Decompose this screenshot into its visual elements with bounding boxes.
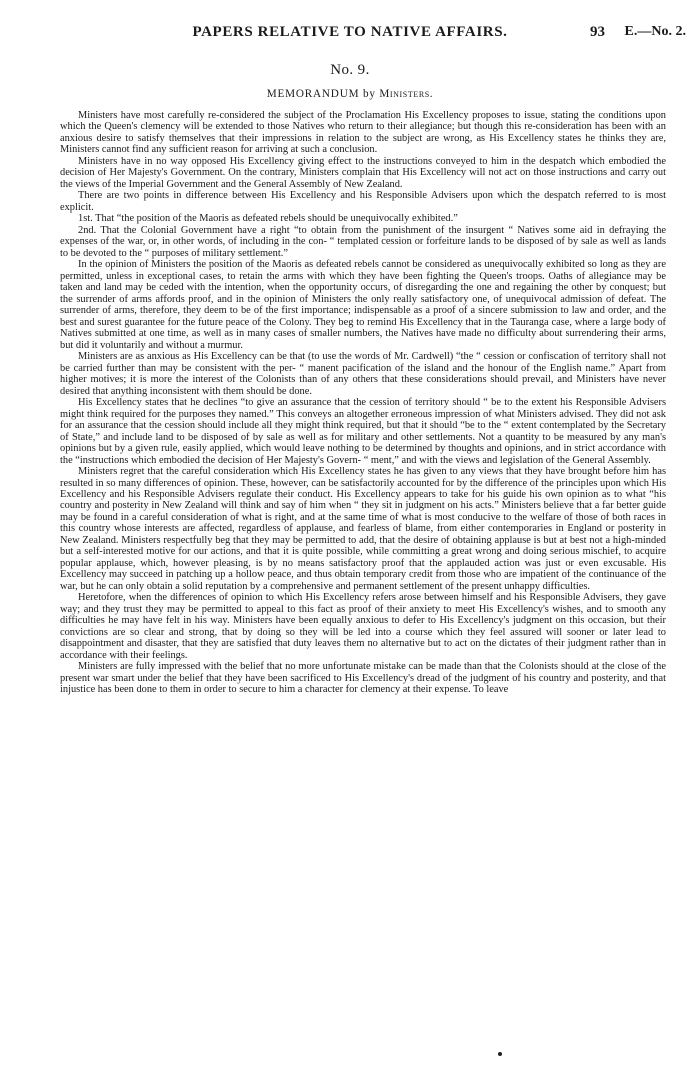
print-mark [498, 1052, 502, 1056]
paragraph: Heretofore, when the differences of opinion to which His Excellency refers arose between himself and his Responsible Advisers, they gave way; and they trust they may be permitted to appeal to this fact as proof of their anxiety to meet His Excellency's wishes, and to smooth any difficulties he may have felt in his way. Ministers have been equally anxious to defer to His Excellency's judgment on this occasion, but their convictions are so clear and strong, that by doing so they will be led into a course which they feel assured will sooner or later lead to disappointment and disaster, that they are satisfied that duty leaves them no alternative but to act on the dictates of their judgment rather than in accordance with their feelings. [60, 592, 666, 661]
paragraph: Ministers are as anxious as His Excellency can be that (to use the words of Mr. Cardwell) “the “ cession or confiscation of territory shall not be carried further than may be consistent with the per- “ manent pacification of the island and the honour of the English name.” Apart from higher motives; it is more the interest of the Colonists than of any others that these considerations should prevail, and Ministers have never desired that anything inconsistent with them should be done. [60, 351, 666, 397]
paragraph: Ministers are fully impressed with the belief that no more unfortunate mistake can be made than that the Colonists should at the close of the present war smart under the belief that they have been sacrificed to His Excellency's dread of the judgment of his country and posterity, and that injustice has been done to them in order to secure to him a character for clemency at their expense. To leave [60, 661, 666, 696]
paragraph: There are two points in difference between His Excellency and his Responsible Advisers upon which the despatch referred to is most explicit. [60, 190, 666, 213]
memorandum-by: by [362, 88, 376, 100]
memorandum-author: Ministers. [379, 88, 434, 100]
page-number: 93 [590, 24, 605, 40]
document-number: No. 9. [330, 62, 370, 78]
paragraph: In the opinion of Ministers the position of the Maoris as defeated rebels cannot be considered as unequivocally exhibited so long as they are permitted, unless in exceptional cases, to retain the arms with which they have been fighting the Queen's troops. Oaths of allegiance may be taken and land may be ceded with the intention, when the opportunity occurs, of disregarding the one and regaining the other by conquest; but the surrender of arms affords proof, and in the opinion of Ministers the only really satisfactory one, of unequivocal admission of defeat. The surrender of arms, therefore, they deem to be of the first importance; indispensable as a proof of a sincere submission to law and order, and the best and surest guarantee for the future peace of the Colony. They beg to remind His Excellency that in the Tauranga case, where a large body of Natives submitted at one time, as well as in many cases of smaller numbers, the Natives have made no difficulty about surrendering their arms, but did it voluntarily and without a murmur. [60, 259, 666, 351]
paragraph: 1st. That “the position of the Maoris as defeated rebels should be unequivocally exhibited.” [78, 213, 458, 225]
paragraph: 2nd. That the Colonial Government have a right “to obtain from the punishment of the insurgent “ Natives some aid in defraying the expenses of the war, or, in other words, of including in the con- “ templated cession or forfeiture lands to be disposed of by sale as well as lands to be devoted to the “ purposes of military settlement.” [60, 224, 666, 259]
paragraph: Ministers regret that the careful consideration which His Excellency states he has given to any views that they have brought before him has resulted in so many differences of opinion. These, however, can be satisfactorily accounted for by the difference of the principles upon which His Excellency and his Responsible Advisers regulate their conduct. His Excellency appears to take for his guide his own opinion as to what “his country and posterity in New Zealand will think and say of him when “ they sit in judgment on his acts.” Ministers believe that a far better guide may be found in a careful consideration of what is right, and at the same time of what is most conducive to the welfare of those of both races in this country whose interests are affected, regardless of applause, and fearless of blame, from either contemporaries in England or posterity in New Zealand. Ministers respectfully beg that they may be permitted to add, that the desire of obtaining applause is but at best not a high-minded but a self-interested motive for our actions, and that it is quite possible, while committing a great wrong and doing serious mischief, to acquire popular applause, which, however pleasing, is by no means satisfactory proof that the applauded action was just or even excusable. His Excellency may succeed in patching up a hollow peace, and thus obtain temporary credit from those who are impatient of the continuance of the war, but he can only obtain a solid reputation by a comprehensive and permanent settlement of the present unhappy difficulties. [60, 466, 666, 592]
paragraph: Ministers have most carefully re-considered the subject of the Proclamation His Excellency proposes to issue, stating the conditions upon which the Queen's clemency will be extended to those Natives who return to their allegiance; but though this re-consideration has been with an anxious desire to satisfy themselves that their impressions in relation to the subject are wrong, as His Excellency states he thinks they are, Ministers cannot find any sufficient reason for arriving at such a conclusion. [60, 110, 666, 156]
memorandum-heading [0, 88, 700, 100]
paragraph: Ministers have in no way opposed His Excellency giving effect to the instructions conveyed to him in the despatch which embodied the decision of Her Majesty's Government. On the contrary, Ministers complain that His Excellency will not act on those instructions and carry out the views of the Imperial Government and the General Assembly of New Zealand. [60, 155, 666, 190]
page-header [90, 24, 686, 44]
document-code: E.—No. 2. [624, 24, 686, 39]
memorandum-label: MEMORANDUM [266, 88, 360, 100]
running-title: PAPERS RELATIVE TO NATIVE AFFAIRS. [192, 24, 508, 40]
paragraph: His Excellency states that he declines “to give an assurance that the cession of territory should “ be to the extent his Responsible Advisers might think required for the purposes they named.” This conveys an altogether erroneous impression of what Ministers advised. They did not ask for an assurance that the cession should include all they might think required, but that it should “be to the “ extent contemplated by the Secretary of State,” and include land to be disposed of by sale as well as for military and other settlements. Not a quantity to be measured by any man's opinions but by a given rule, easily applied, which would leave nothing to be determined by thoughts and opinions, and in strict accordance with the “instructions which embodied the decision of Her Majesty's Govern- “ ment,” and with the views and legislation of the General Assembly. [60, 397, 666, 466]
memorandum-body [60, 110, 666, 696]
